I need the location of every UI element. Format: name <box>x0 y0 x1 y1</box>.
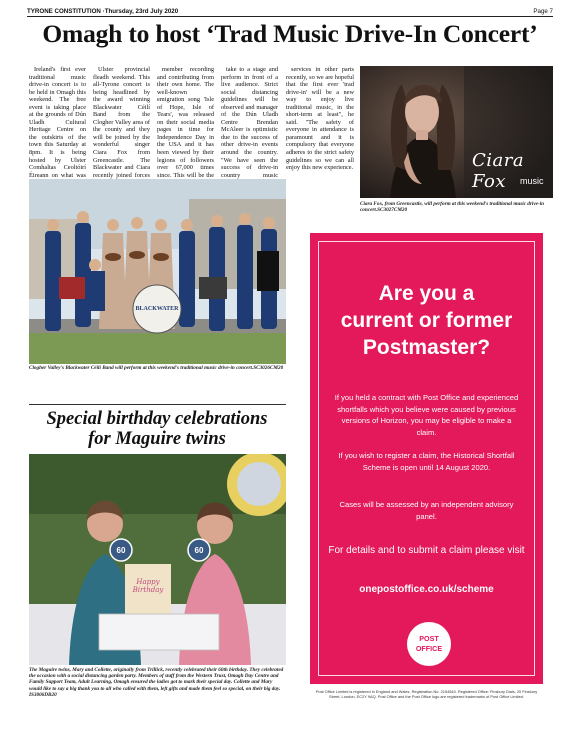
article-text: take to a stage and perform in front of a live audience. Strict social distancing guidelines will be observed and manager of the Dún Uladh Centre Brendan McAleer is optimistic due to the success of other drive-in events around the country. "We have seen the success of drive-in country music <box>221 66 278 179</box>
birthday-headline-line-2: for Maguire twins <box>88 429 226 449</box>
advert-headline-line-2: current or former <box>340 309 513 332</box>
advert-paragraph-1: If you held a contract with Post Office and experienced shortfalls which you believe were caused by previous versions of Horizon, you may be eligible to make a claim. <box>334 393 519 437</box>
ciara-fox-logo: Ciara Fox <box>472 150 525 192</box>
band-illustration <box>29 179 286 364</box>
ciara-fox-caption: Ciara Fox, from Greencastle, will perform at this weekend's traditional music drive-in concert.SC3027CM20 <box>360 201 545 214</box>
logo-word-2: OFFICE <box>415 644 443 653</box>
article-column-4 <box>221 66 278 194</box>
page-headline: Omagh to host ‘Trad Music Drive-In Concert’ <box>42 19 538 48</box>
advert-headline-line-3: Postmaster? <box>362 336 491 359</box>
birthday-headline <box>27 409 287 449</box>
article-column-5 <box>286 66 354 172</box>
article-text: Ireland's first ever traditional music drive-in concert is to be held in Omagh this weekend. The free event is taking place at the grounds of Dún Uladh Cultural Heritage Centre on the outskirts of the town this Saturday at 8pm. It is being hosted by Ulster Comhaltas Ceoltóirí Éireann on what was <box>29 66 86 179</box>
advert-url-link[interactable]: onepostoffice.co.uk/scheme <box>359 584 494 595</box>
article-text: services in other parts recently, so we are hopeful that the first ever 'trad drive-in' will be a new way to enjoy live traditional music, in the short-term at least", he said. "The safety of everyone in attendance is paramount and it is compulsory that everyone adheres to the strict safety guidelines so we can all enjoy this new experience. <box>286 66 354 172</box>
twins-caption: The Maguire twins, Mary and Collette, originally from Trillick, recently celebrated their 60th birthday. They celebrated the occasion with a social distancing garden party. Members of staff from the Western Trust, Omagh Day Centre and Family Support Team, Adult Learning, Omagh ensured the ladies got to mark their special day. Collette and Mary would like to say a big thank you to all who called with them, left gifts and made them feel so special, on their big day. IS3006DB20 <box>29 667 284 698</box>
blackwater-ceili-band-photo <box>29 179 286 364</box>
masthead <box>27 8 553 17</box>
advert-paragraph-2: If you wish to register a claim, the Historical Shortfall Scheme is open until 14 August 2020. <box>338 451 515 472</box>
advert-headline-line-1: Are you a <box>378 282 475 305</box>
section-divider <box>29 404 286 405</box>
cake-lettering: Happy Birthday <box>132 578 164 594</box>
ciara-fox-photo <box>360 66 553 198</box>
post-office-logo <box>407 622 451 666</box>
band-caption: Clogher Valley's Blackwater Céilí Band will perform at this weekend's traditional music drive-in concert.SC3026CM20 <box>29 365 284 371</box>
ciara-fox-logo-sub: music <box>520 176 544 186</box>
logo-word-1: POST <box>419 634 439 643</box>
advert-small-print: Post Office Limited is registered in England and Wales. Registration No. 2154540. Registered Office: Finsbury Dials, 20 Finsbury Street, London, EC2Y 9AQ. Post Office and the Post Office logo are registered trademarks of Post Office Limited. <box>315 689 538 700</box>
twins-illustration <box>29 454 286 665</box>
advert-paragraph-3: Cases will be assessed by an independent advisory panel. <box>339 500 514 521</box>
birthday-headline-line-1: Special birthday celebrations <box>46 409 268 429</box>
advert-headline <box>319 280 534 361</box>
birthday-badge-left: 60 <box>116 546 126 555</box>
article-text: member recording and contributing from their own home. The well-known emigration song 'Isle of Hope, Isle of Tears', was released on their social media pages in time for Independence Day in the USA and it has been viewed by their legions of followers over 67,000 times since. This will be the <box>157 66 214 179</box>
article-column-1 <box>29 66 86 187</box>
advert-call-to-action: For details and to submit a claim please visit <box>328 545 525 556</box>
advert-border <box>318 241 535 676</box>
article-text: Ulster provincial fleadh weekend. This all-Tyrone concert is being headlined by the award winning Blackwater Céilí Band from the Clogher Valley area of the county and they will be joined by the wonderful singer Ciara Fox from Greencastle. The Blackwater and Ciara recently joined forces <box>93 66 150 179</box>
article-column-2 <box>93 66 150 194</box>
band-drum-label: BLACKWATER <box>135 306 179 312</box>
page-number: Page 7 <box>533 8 553 15</box>
masthead-paper-date: TYRONE CONSTITUTION ·Thursday, 23rd July 2020 <box>27 8 179 15</box>
maguire-twins-photo <box>29 454 286 665</box>
birthday-badge-right: 60 <box>194 546 204 555</box>
post-office-advert <box>310 233 543 684</box>
